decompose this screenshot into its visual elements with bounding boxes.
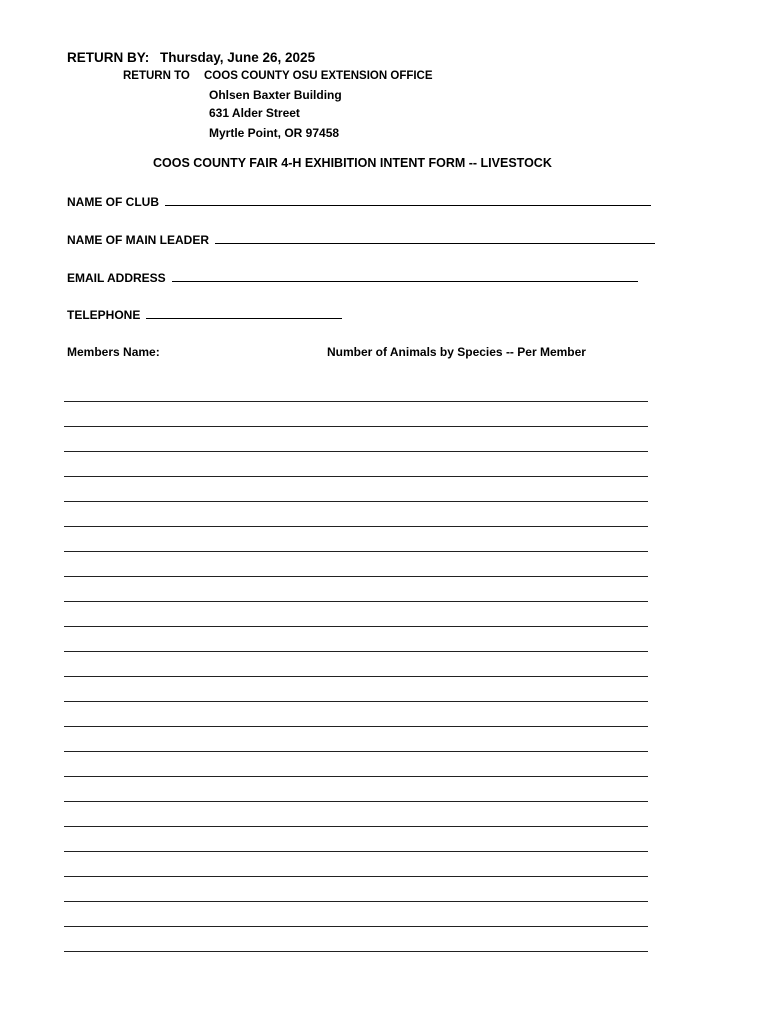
member-entry-line[interactable] <box>64 451 648 452</box>
form-title: COOS COUNTY FAIR 4-H EXHIBITION INTENT FORM -- LIVESTOCK <box>153 156 552 170</box>
member-entry-line[interactable] <box>64 901 648 902</box>
members-name-column-header: Members Name: <box>67 345 160 359</box>
return-address-street: 631 Alder Street <box>209 106 300 120</box>
member-entry-line[interactable] <box>64 726 648 727</box>
member-entry-line[interactable] <box>64 401 648 402</box>
member-entry-line[interactable] <box>64 776 648 777</box>
member-entry-line[interactable] <box>64 426 648 427</box>
return-by-date: Thursday, June 26, 2025 <box>160 50 316 65</box>
member-entry-line[interactable] <box>64 501 648 502</box>
member-entry-line[interactable] <box>64 801 648 802</box>
member-entry-line[interactable] <box>64 926 648 927</box>
return-address-city: Myrtle Point, OR 97458 <box>209 126 340 140</box>
club-name-field <box>67 195 651 208</box>
return-by-label: RETURN BY: <box>67 50 150 65</box>
member-entry-line[interactable] <box>64 751 648 752</box>
main-leader-blank[interactable] <box>215 233 655 244</box>
return-address-building: Ohlsen Baxter Building <box>209 88 342 102</box>
telephone-blank[interactable] <box>146 308 342 319</box>
member-entry-line[interactable] <box>64 851 648 852</box>
email-address-label: EMAIL ADDRESS <box>67 271 166 285</box>
member-entry-line[interactable] <box>64 701 648 702</box>
member-entry-line[interactable] <box>64 876 648 877</box>
club-name-blank[interactable] <box>165 195 651 206</box>
telephone-label: TELEPHONE <box>67 308 141 322</box>
member-entry-line[interactable] <box>64 826 648 827</box>
return-to-label: RETURN TO <box>123 70 190 82</box>
return-address-office: COOS COUNTY OSU EXTENSION OFFICE <box>204 70 433 82</box>
member-entry-line[interactable] <box>64 676 648 677</box>
member-entry-line[interactable] <box>64 601 648 602</box>
telephone-field <box>67 308 342 321</box>
member-entry-line[interactable] <box>64 576 648 577</box>
member-entry-line[interactable] <box>64 476 648 477</box>
animals-per-member-column-header: Number of Animals by Species -- Per Member <box>327 345 586 359</box>
main-leader-label: NAME OF MAIN LEADER <box>67 233 209 247</box>
member-entry-line[interactable] <box>64 551 648 552</box>
member-entry-line[interactable] <box>64 651 648 652</box>
member-entry-line[interactable] <box>64 626 648 627</box>
email-address-field <box>67 271 638 284</box>
email-address-blank[interactable] <box>172 271 638 282</box>
main-leader-field <box>67 233 655 246</box>
club-name-label: NAME OF CLUB <box>67 195 159 209</box>
member-entry-line[interactable] <box>64 526 648 527</box>
member-entry-line[interactable] <box>64 951 648 952</box>
